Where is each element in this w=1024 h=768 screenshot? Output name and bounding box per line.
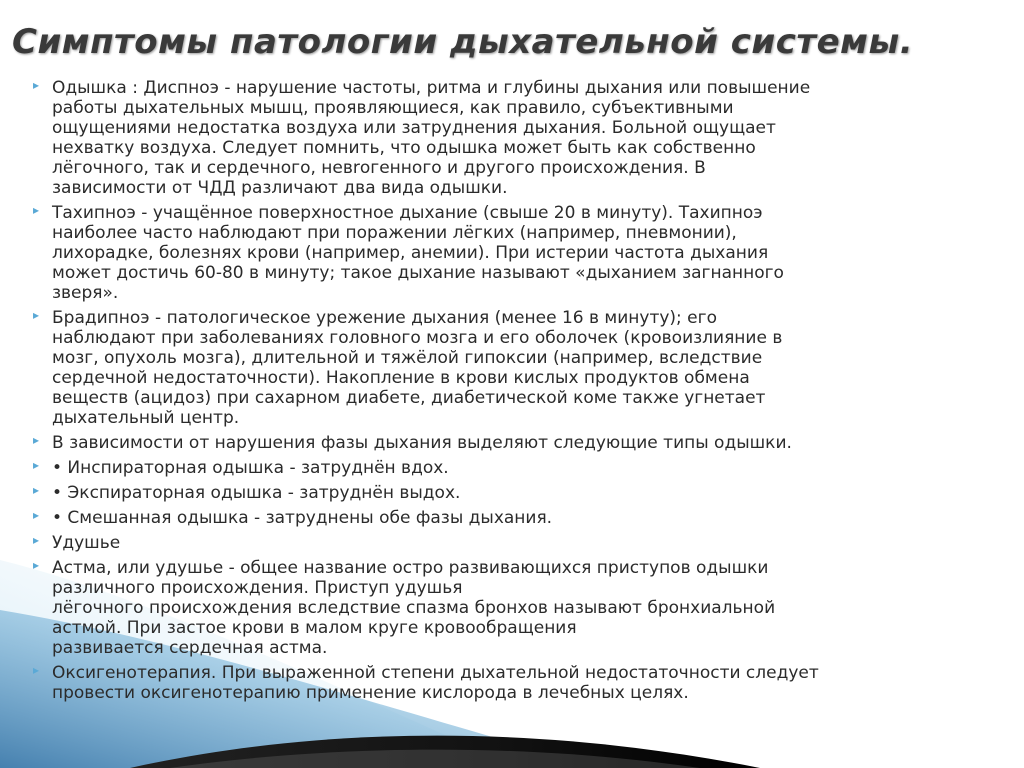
content-list — [30, 78, 980, 708]
text-line: ощущениями недостатка воздуха или затруднения дыхания. Больной ощущает — [52, 118, 776, 138]
list-item — [30, 203, 980, 303]
list-item — [30, 508, 980, 528]
list-item — [30, 78, 980, 198]
text-line: наблюдают при заболеваниях головного мозга и его оболочек (кровоизлияние в — [52, 328, 783, 348]
arrow-bullet-icon: ▸ — [33, 78, 40, 92]
text-line: зависимости от ЧДД различают два вида одышки. — [52, 178, 508, 198]
text-line: может достичь 60-80 в минуту; такое дыхание называют «дыханием загнанного — [52, 263, 784, 283]
list-item — [30, 483, 980, 503]
arrow-bullet-icon: ▸ — [33, 533, 40, 547]
text-line: веществ (ацидоз) при сахарном диабете, диабетической коме также угнетает — [52, 388, 766, 408]
text-line: • Смешанная одышка - затруднены обе фазы дыхания. — [52, 508, 553, 528]
text-line: лихорадке, болезнях крови (например, анемии). При истерии частота дыхания — [52, 243, 769, 263]
arrow-bullet-icon: ▸ — [33, 203, 40, 217]
text-line: нехватку воздуха. Следует помнить, что одышка может быть как собственно — [52, 138, 756, 158]
list-item — [30, 433, 980, 453]
list-item — [30, 308, 980, 428]
text-line: различного происхождения. Приступ удушья — [52, 578, 463, 598]
text-line: Удушье — [52, 533, 121, 553]
text-line: мозг, опухоль мозга), длительной и тяжёлой гипоксии (например, вследствие — [52, 348, 763, 368]
list-item — [30, 533, 980, 553]
arrow-bullet-icon: ▸ — [33, 458, 40, 472]
text-line: дыхательный центр. — [52, 408, 240, 428]
text-line: Брадипноэ - патологическое урежение дыхания (менее 16 в минуту); его — [52, 308, 717, 328]
list-item — [30, 558, 980, 658]
text-line: лёгочного происхождения вследствие спазма бронхов называют бронхиальной — [52, 598, 776, 618]
arrow-bullet-icon: ▸ — [33, 508, 40, 522]
text-line: Оксигенотерапия. При выраженной степени дыхательной недостаточности следует — [52, 663, 819, 683]
text-line: зверя». — [52, 283, 119, 303]
text-line: астмой. При застое крови в малом круге кровообращения — [52, 618, 577, 638]
text-line: Тахипноэ - учащённое поверхностное дыхание (свыше 20 в минуту). Тахипноэ — [52, 203, 763, 223]
text-line: • Экспираторная одышка - затруднён выдох. — [52, 483, 461, 503]
text-line: сердечной недостаточности). Накопление в крови кислых продуктов обмена — [52, 368, 750, 388]
text-line: В зависимости от нарушения фазы дыхания выделяют следующие типы одышки. — [52, 433, 792, 453]
text-line: провести оксигенотерапию применение кислорода в лечебных целях. — [52, 683, 689, 703]
list-item — [30, 663, 980, 703]
arrow-bullet-icon: ▸ — [33, 558, 40, 572]
text-line: • Инспираторная одышка - затруднён вдох. — [52, 458, 449, 478]
arrow-bullet-icon: ▸ — [33, 308, 40, 322]
arrow-bullet-icon: ▸ — [33, 433, 40, 447]
slide-title: Симптомы патологии дыхательной системы. — [12, 22, 914, 62]
arrow-bullet-icon: ▸ — [33, 663, 40, 677]
list-item — [30, 458, 980, 478]
text-line: наиболее часто наблюдают при поражении лёгких (например, пневмонии), — [52, 223, 737, 243]
text-line: развивается сердечная астма. — [52, 638, 328, 658]
text-line: лёгочного, так и сердечного, невrогенного и другого происхождения. В — [52, 158, 706, 178]
text-line: Астма, или удушье - общее название остро развивающихся приступов одышки — [52, 558, 769, 578]
text-line: работы дыхательных мышц, проявляющиеся, как правило, субъективными — [52, 98, 734, 118]
text-line: Одышка : Диспноэ - нарушение частоты, ритма и глубины дыхания или повышение — [52, 78, 811, 98]
arrow-bullet-icon: ▸ — [33, 483, 40, 497]
